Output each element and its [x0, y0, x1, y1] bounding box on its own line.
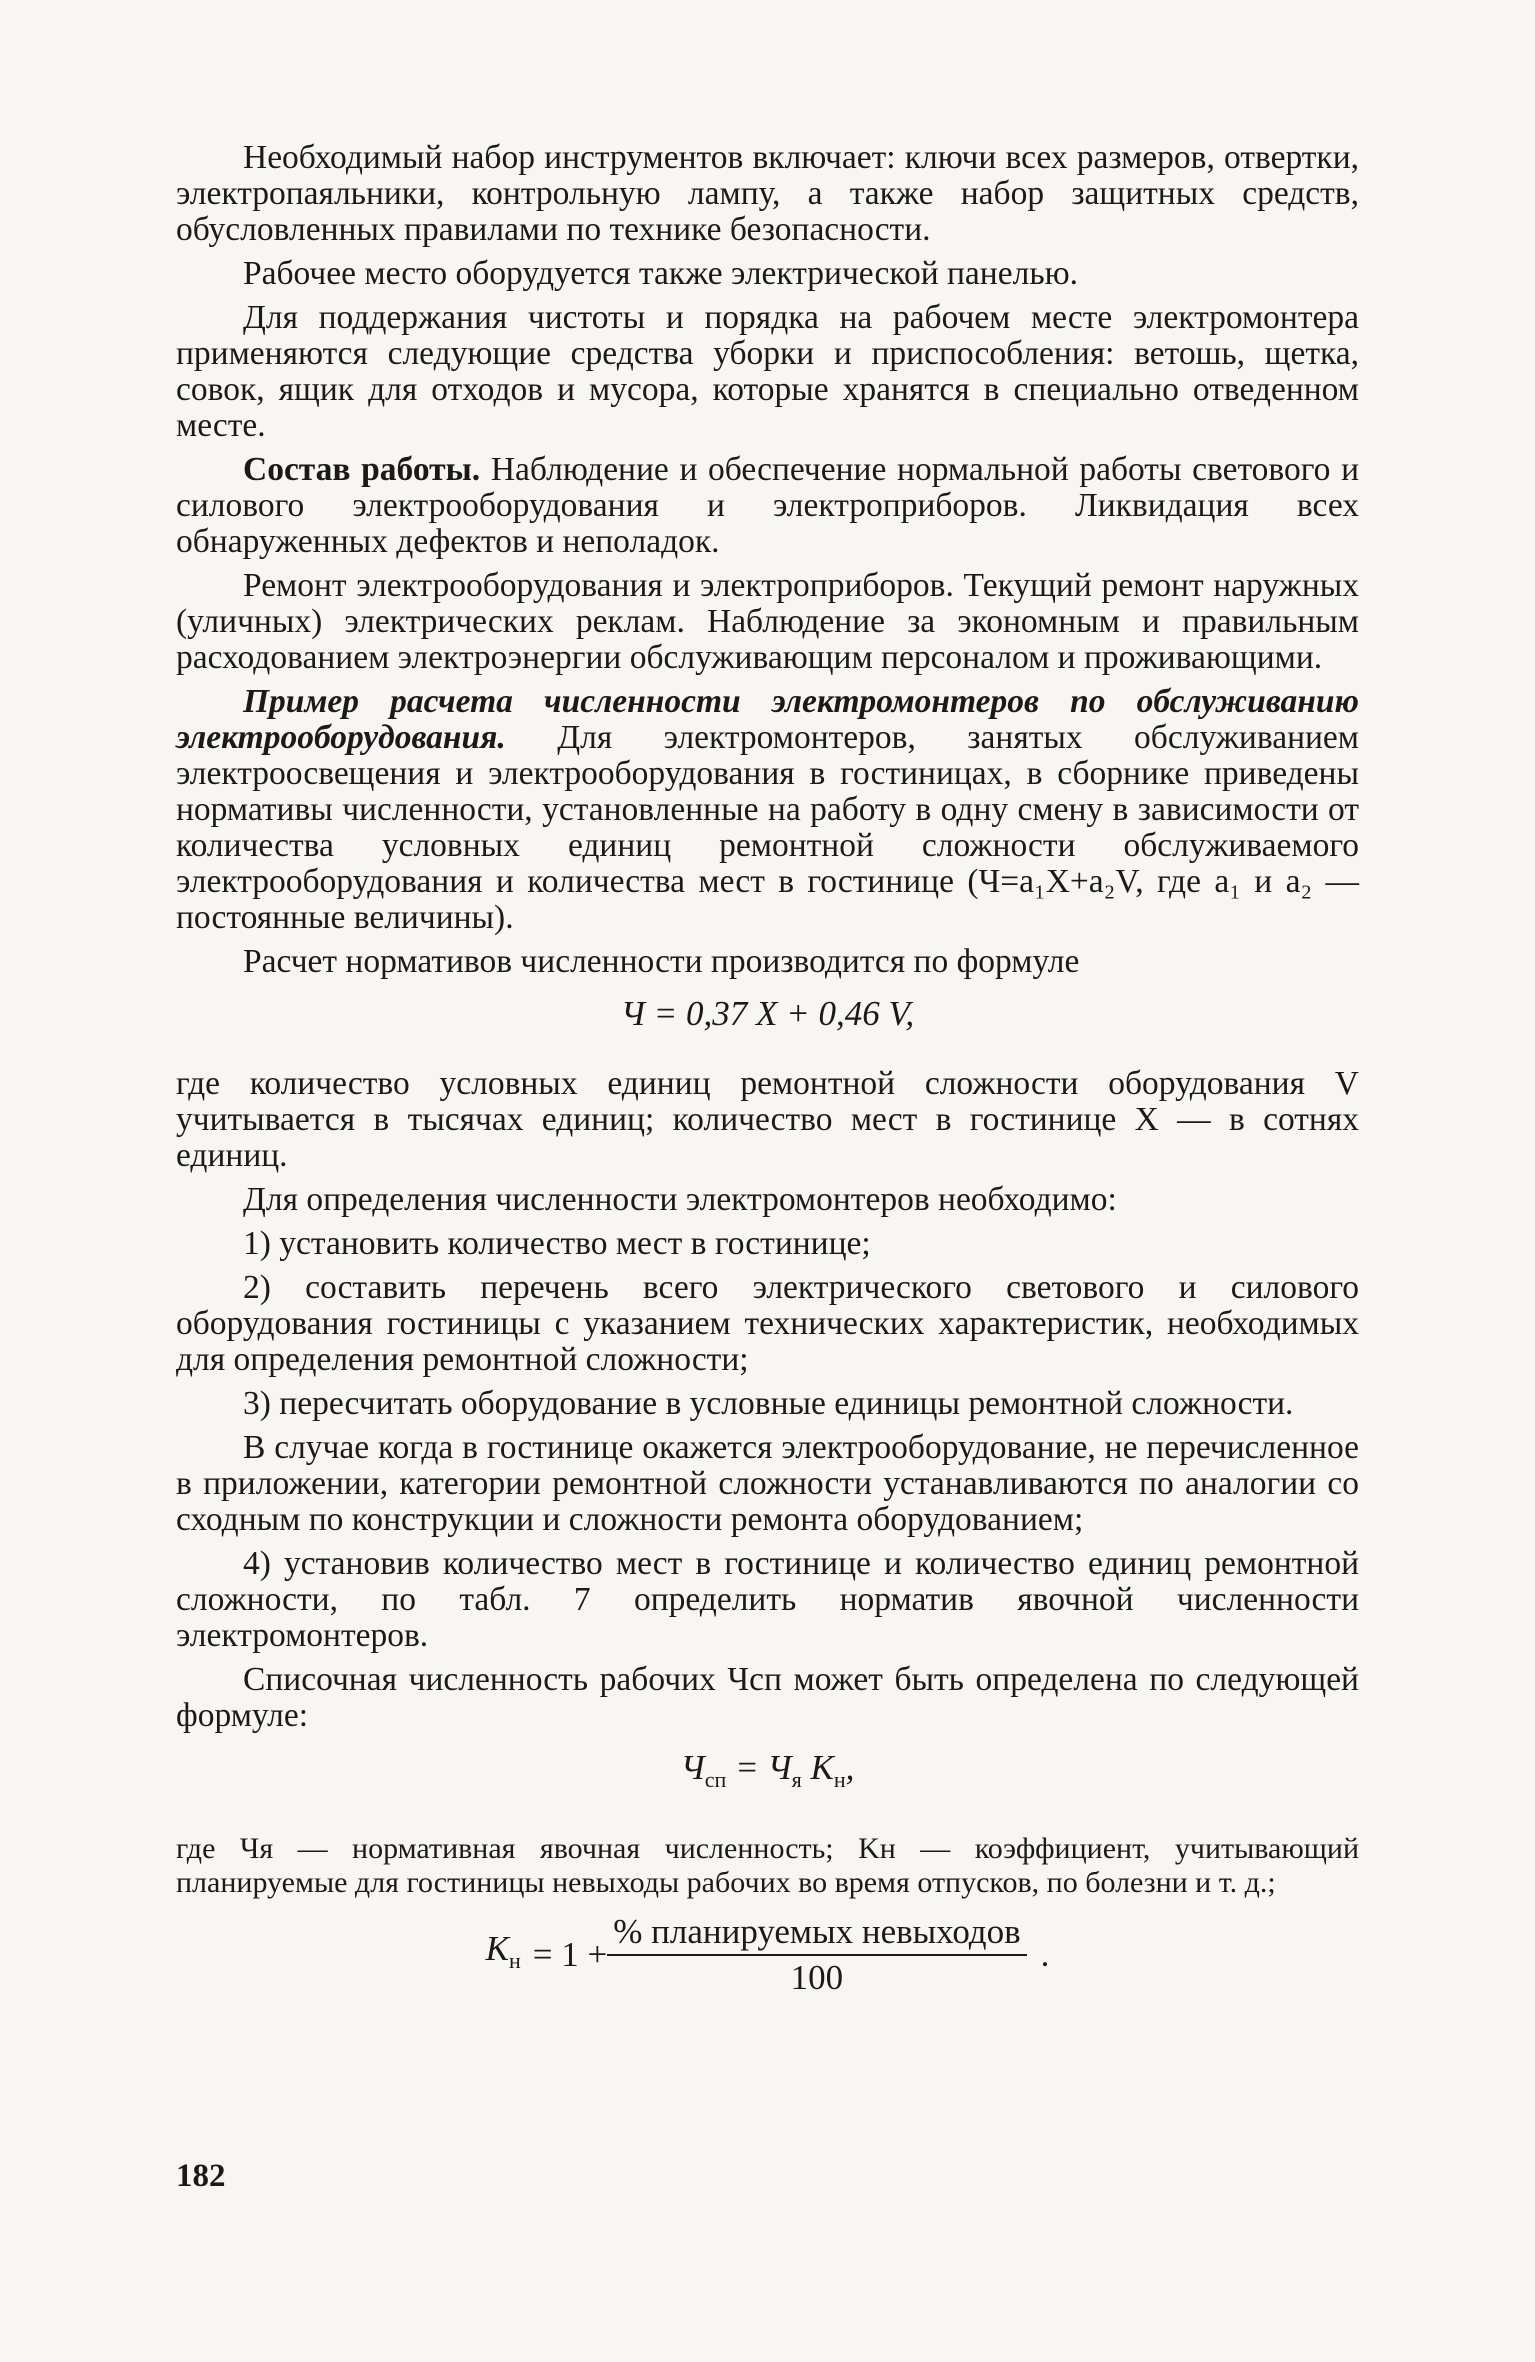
- composition-text: Наблюдение и обеспечение нормальной работы светового и силового электрооборудования и электроприборов. Ликвидация всех обнаруженных дефектов и неполадок.: [176, 451, 1359, 560]
- example-text: Для электромонтеров, занятых обслуживанием электроосвещения и электрооборудования в гостиницах, в сборнике приведены нормативы численности, установленные на работу в одну смену в зависимости от количества условных единиц ремонтной сложности обслуживаемого электрооборудования и количества мест в гостинице (Ч=a₁X+a₂V, где a₁ и a₂ — постоянные величины).: [176, 719, 1359, 936]
- fraction: [607, 1914, 1026, 1996]
- paragraph-example: [176, 684, 1359, 936]
- paragraph-case: В случае когда в гостинице окажется электрооборудование, не перечисленное в приложении, категории ремонтной сложности устанавливаются по аналогии со сходным по конструкции и сложности ремонта оборудованием;: [176, 1429, 1359, 1538]
- paragraph-formula-intro: Расчет нормативов численности производится по формуле: [243, 943, 1080, 980]
- paragraph-where-1: где количество условных единиц ремонтной сложности оборудования V учитывается в тысячах единиц; количество мест в гостинице X — в сотнях единиц.: [176, 1065, 1359, 1174]
- paragraph-necessary: Для определения численности электромонтеров необходимо:: [243, 1181, 1117, 1218]
- formula-norm: Ч = 0,37 X + 0,46 V,: [620, 994, 915, 1033]
- fraction-denominator: 100: [790, 1958, 844, 1997]
- step-1: 1) установить количество мест в гостинице;: [243, 1225, 871, 1262]
- paragraph-list-count: Списочная численность рабочих Чсп может быть определена по следующей формуле:: [176, 1661, 1359, 1734]
- paragraph-tools: Необходимый набор инструментов включает: ключи всех размеров, отвертки, электропаяльники, контрольную лампу, а также набор защитных средств, обусловленных правилами по технике безопасности.: [176, 139, 1359, 248]
- composition-lead: Состав работы.: [243, 451, 481, 488]
- fraction-numerator: % планируемых невыходов: [607, 1914, 1026, 1956]
- paragraph-where-2: где Чя — нормативная явочная численность; Kн — коэффициент, учитывающий планируемые для гостиницы невыходы рабочих во время отпусков, по болезни и т. д.;: [176, 1832, 1359, 1899]
- coefficient-lhs: $K_н$: [485, 1929, 521, 1973]
- formula-end-dot: .: [1040, 1935, 1050, 1974]
- step-4: 4) установив количество мест в гостинице и количество единиц ремонтной сложности, по табл. 7 определить норматив явочной численности электромонтеров.: [176, 1545, 1359, 1654]
- step-3: 3) пересчитать оборудование в условные единицы ремонтной сложности.: [243, 1385, 1294, 1422]
- paragraph-repair: Ремонт электрооборудования и электроприборов. Текущий ремонт наружных (уличных) электрических реклам. Наблюдение за экономным и правильным расходованием электроэнергии обслуживающим персоналом и проживающими.: [176, 567, 1359, 676]
- paragraph-cleanliness: Для поддержания чистоты и порядка на рабочем месте электромонтера применяются следующие средства уборки и приспособления: ветошь, щетка, совок, ящик для отходов и мусора, которые хранятся в специально отведенном месте.: [176, 299, 1359, 444]
- coefficient-mid: = 1 +: [532, 1935, 608, 1974]
- page-number: 182: [176, 2158, 226, 2194]
- paragraph-composition: [176, 452, 1359, 560]
- formula-coefficient: [176, 1914, 1359, 1996]
- paragraph-workplace: Рабочее место оборудуется также электрической панелью.: [243, 255, 1078, 292]
- formula-list-count: $Ч_{сп} = Ч_я$ $K_н$,: [680, 1748, 855, 1792]
- body-text: [176, 140, 1359, 1996]
- step-2: 2) составить перечень всего электрического светового и силового оборудования гостиницы с указанием технических характеристик, необходимых для определения ремонтной сложности;: [176, 1269, 1359, 1378]
- example-lead: Пример расчета численности электромонтеров по обслуживанию электрооборудования.: [176, 683, 1359, 756]
